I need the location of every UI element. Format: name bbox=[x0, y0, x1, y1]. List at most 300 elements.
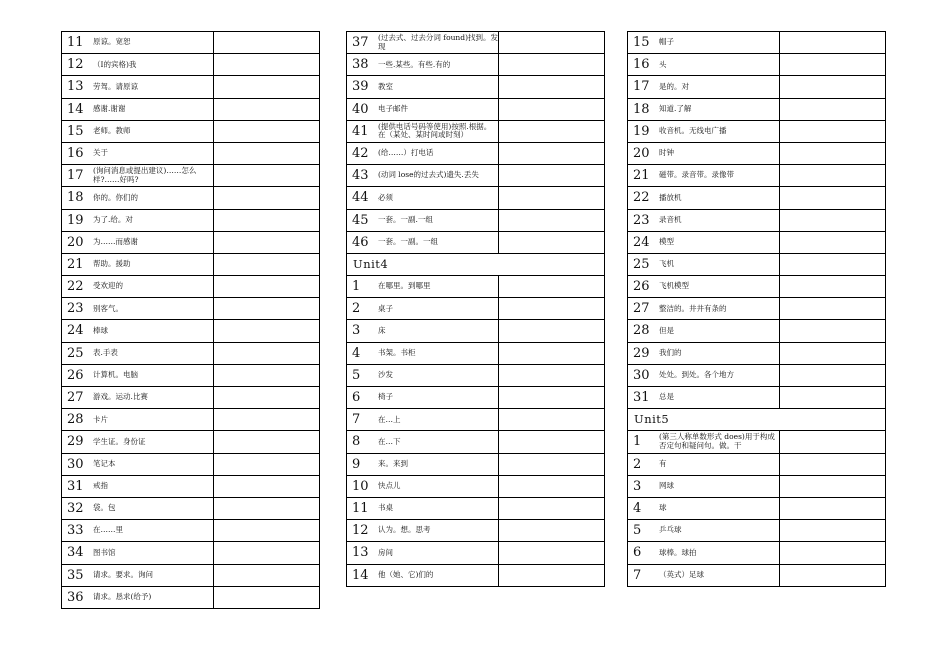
vocab-row bbox=[347, 520, 604, 542]
vocab-row bbox=[347, 343, 604, 365]
vocab-row bbox=[347, 476, 604, 498]
vocab-row bbox=[628, 276, 885, 298]
vocab-row bbox=[347, 187, 604, 209]
item-number: 28 bbox=[633, 323, 650, 339]
vocab-row bbox=[347, 32, 604, 54]
chinese-meaning: 你的。你们的 bbox=[93, 192, 138, 202]
vocab-row bbox=[347, 298, 604, 320]
item-number: 33 bbox=[67, 523, 84, 539]
answer-blank[interactable] bbox=[498, 498, 604, 519]
item-number: 3 bbox=[352, 323, 361, 339]
chinese-meaning: 飞机 bbox=[659, 259, 674, 269]
item-number: 5 bbox=[352, 367, 361, 383]
vocab-row bbox=[347, 409, 604, 431]
item-number: 7 bbox=[352, 412, 361, 428]
chinese-meaning: 表.手表 bbox=[93, 347, 118, 357]
answer-blank[interactable] bbox=[213, 121, 319, 142]
answer-blank[interactable] bbox=[779, 99, 885, 120]
vocab-row bbox=[347, 542, 604, 564]
vocab-row bbox=[628, 365, 885, 387]
item-number: 14 bbox=[352, 567, 369, 583]
chinese-meaning: (第三人称单数形式 does)用于构成否定句和疑问句。做。干 bbox=[659, 432, 775, 450]
vocab-row bbox=[347, 210, 604, 232]
vocab-row bbox=[347, 565, 604, 587]
chinese-meaning: 必须 bbox=[378, 192, 393, 202]
answer-blank[interactable] bbox=[498, 232, 604, 253]
vocab-row bbox=[62, 454, 319, 476]
item-number: 19 bbox=[633, 123, 650, 139]
answer-blank[interactable] bbox=[779, 143, 885, 164]
chinese-meaning: 请求。要求。询问 bbox=[93, 569, 153, 579]
vocab-row bbox=[347, 387, 604, 409]
vocab-table-left bbox=[61, 31, 320, 609]
answer-blank[interactable] bbox=[779, 210, 885, 231]
chinese-meaning: (提供电话号码等使用)按照.根据。在（某处、某时间或时刻） bbox=[378, 121, 492, 140]
item-number: 18 bbox=[633, 101, 650, 117]
chinese-meaning: 头 bbox=[659, 59, 667, 69]
chinese-meaning: 帽子 bbox=[659, 37, 674, 47]
answer-blank[interactable] bbox=[779, 365, 885, 386]
answer-blank[interactable] bbox=[779, 387, 885, 408]
vocab-row bbox=[628, 498, 885, 520]
chinese-meaning: 球棒。球拍 bbox=[659, 547, 697, 557]
answer-blank[interactable] bbox=[213, 454, 319, 475]
item-number: 37 bbox=[352, 35, 369, 50]
vocab-row bbox=[347, 431, 604, 453]
item-number: 16 bbox=[67, 145, 84, 161]
answer-blank[interactable] bbox=[213, 565, 319, 586]
chinese-meaning: 劳驾。请原谅 bbox=[93, 81, 138, 91]
answer-blank[interactable] bbox=[779, 431, 885, 452]
chinese-meaning: 来。来到 bbox=[378, 458, 408, 468]
item-number: 38 bbox=[352, 57, 369, 73]
item-number: 25 bbox=[633, 256, 650, 272]
answer-blank[interactable] bbox=[779, 232, 885, 253]
vocab-row bbox=[347, 454, 604, 476]
vocab-row bbox=[628, 565, 885, 587]
answer-blank[interactable] bbox=[213, 587, 319, 608]
unit-heading-row bbox=[628, 409, 885, 431]
answer-blank[interactable] bbox=[779, 276, 885, 297]
chinese-meaning: 在…下 bbox=[378, 436, 401, 446]
answer-blank[interactable] bbox=[213, 298, 319, 319]
vocab-row bbox=[628, 187, 885, 209]
chinese-meaning: 床 bbox=[378, 325, 386, 335]
chinese-meaning: 计算机。电脑 bbox=[93, 370, 138, 380]
vocab-row bbox=[62, 520, 319, 542]
item-number: 1 bbox=[633, 434, 642, 450]
vocab-row bbox=[347, 232, 604, 254]
vocab-row bbox=[62, 76, 319, 98]
chinese-meaning: (过去式、过去分词 found)找到。发现 bbox=[378, 33, 498, 51]
answer-blank[interactable] bbox=[213, 99, 319, 120]
answer-blank[interactable] bbox=[213, 54, 319, 75]
item-number: 18 bbox=[67, 190, 84, 206]
answer-blank[interactable] bbox=[498, 431, 604, 452]
item-number: 17 bbox=[633, 79, 650, 95]
answer-blank[interactable] bbox=[213, 387, 319, 408]
chinese-meaning: (询问消息或提出建议)……怎么样?……好吗? bbox=[93, 166, 197, 184]
item-number: 4 bbox=[352, 345, 361, 361]
vocab-row bbox=[628, 298, 885, 320]
vocab-row bbox=[347, 54, 604, 76]
vocab-row bbox=[62, 165, 319, 187]
answer-blank[interactable] bbox=[498, 387, 604, 408]
chinese-meaning: 电子邮件 bbox=[378, 103, 408, 113]
answer-blank[interactable] bbox=[498, 365, 604, 386]
item-number: 29 bbox=[633, 345, 650, 361]
chinese-meaning: （英式）足球 bbox=[659, 569, 704, 579]
item-number: 12 bbox=[67, 57, 84, 73]
answer-blank[interactable] bbox=[779, 498, 885, 519]
item-number: 29 bbox=[67, 434, 84, 450]
item-number: 30 bbox=[633, 367, 650, 383]
item-number: 13 bbox=[352, 545, 369, 561]
answer-blank[interactable] bbox=[498, 343, 604, 364]
item-number: 12 bbox=[352, 523, 369, 539]
vocab-row bbox=[62, 587, 319, 609]
item-number: 9 bbox=[352, 456, 361, 472]
answer-blank[interactable] bbox=[498, 99, 604, 120]
vocab-row bbox=[628, 232, 885, 254]
chinese-meaning: 图书馆 bbox=[93, 547, 116, 557]
vocab-row bbox=[347, 99, 604, 121]
item-number: 30 bbox=[67, 456, 84, 472]
chinese-meaning: 棒球 bbox=[93, 325, 108, 335]
answer-blank[interactable] bbox=[779, 121, 885, 142]
item-number: 41 bbox=[352, 123, 369, 139]
answer-blank[interactable] bbox=[213, 343, 319, 364]
answer-blank[interactable] bbox=[779, 76, 885, 97]
answer-blank[interactable] bbox=[779, 343, 885, 364]
item-number: 23 bbox=[67, 301, 84, 317]
answer-blank[interactable] bbox=[498, 520, 604, 541]
answer-blank[interactable] bbox=[213, 542, 319, 563]
vocab-row bbox=[62, 365, 319, 387]
answer-blank[interactable] bbox=[213, 409, 319, 430]
chinese-meaning: 戒指 bbox=[93, 481, 108, 491]
vocab-row bbox=[62, 343, 319, 365]
chinese-meaning: 桌子 bbox=[378, 303, 393, 313]
chinese-meaning: 教室 bbox=[378, 81, 393, 91]
answer-blank[interactable] bbox=[779, 320, 885, 341]
vocab-row bbox=[62, 387, 319, 409]
chinese-meaning: 书架。书柜 bbox=[378, 347, 416, 357]
vocab-row bbox=[347, 320, 604, 342]
answer-blank[interactable] bbox=[779, 187, 885, 208]
chinese-meaning: 乒乓球 bbox=[659, 525, 682, 535]
answer-blank[interactable] bbox=[498, 409, 604, 430]
item-number: 45 bbox=[352, 212, 369, 228]
answer-blank[interactable] bbox=[779, 565, 885, 586]
chinese-meaning: 笔记本 bbox=[93, 458, 116, 468]
vocab-row bbox=[628, 320, 885, 342]
item-number: 44 bbox=[352, 190, 369, 206]
chinese-meaning: 学生证。身份证 bbox=[93, 436, 146, 446]
item-number: 25 bbox=[67, 345, 84, 361]
chinese-meaning: 模型 bbox=[659, 237, 674, 247]
chinese-meaning: 为了.给。对 bbox=[93, 214, 133, 224]
chinese-meaning: 卡片 bbox=[93, 414, 108, 424]
chinese-meaning: 在……里 bbox=[93, 525, 123, 535]
vocab-row bbox=[62, 99, 319, 121]
unit-heading-row bbox=[347, 254, 604, 276]
item-number: 4 bbox=[633, 500, 642, 516]
answer-blank[interactable] bbox=[779, 298, 885, 319]
chinese-meaning: 是的。对 bbox=[659, 81, 689, 91]
item-number: 24 bbox=[67, 323, 84, 339]
chinese-meaning: 认为。想。思考 bbox=[378, 525, 431, 535]
answer-blank[interactable] bbox=[498, 54, 604, 75]
answer-blank[interactable] bbox=[498, 165, 604, 186]
answer-blank[interactable] bbox=[213, 32, 319, 53]
item-number: 23 bbox=[633, 212, 650, 228]
unit-heading: Unit4 bbox=[353, 256, 389, 271]
vocab-row bbox=[347, 165, 604, 187]
vocab-row bbox=[347, 365, 604, 387]
chinese-meaning: 球 bbox=[659, 503, 667, 513]
chinese-meaning: 原谅。宽恕 bbox=[93, 37, 131, 47]
answer-blank[interactable] bbox=[498, 143, 604, 164]
unit-heading: Unit5 bbox=[634, 412, 670, 427]
answer-blank[interactable] bbox=[498, 32, 604, 53]
item-number: 40 bbox=[352, 101, 369, 117]
vocab-row bbox=[628, 476, 885, 498]
item-number: 39 bbox=[352, 79, 369, 95]
answer-blank[interactable] bbox=[498, 276, 604, 297]
answer-blank[interactable] bbox=[213, 76, 319, 97]
vocab-row bbox=[62, 320, 319, 342]
chinese-meaning: (动词 lose的过去式)遗失.丢失 bbox=[378, 170, 479, 180]
item-number: 5 bbox=[633, 523, 642, 539]
vocab-row bbox=[628, 32, 885, 54]
answer-blank[interactable] bbox=[213, 520, 319, 541]
chinese-meaning: 一套。一副。一组 bbox=[378, 237, 438, 247]
answer-blank[interactable] bbox=[213, 476, 319, 497]
item-number: 27 bbox=[67, 390, 84, 405]
answer-blank[interactable] bbox=[213, 431, 319, 452]
item-number: 26 bbox=[633, 279, 650, 295]
item-number: 27 bbox=[633, 301, 650, 317]
item-number: 15 bbox=[67, 123, 84, 139]
vocab-row bbox=[628, 454, 885, 476]
vocab-row bbox=[628, 54, 885, 76]
answer-blank[interactable] bbox=[779, 520, 885, 541]
item-number: 7 bbox=[633, 567, 642, 583]
answer-blank[interactable] bbox=[498, 454, 604, 475]
item-number: 31 bbox=[633, 390, 650, 405]
vocab-row bbox=[347, 498, 604, 520]
vocab-row bbox=[62, 476, 319, 498]
answer-blank[interactable] bbox=[213, 254, 319, 275]
vocab-row bbox=[628, 542, 885, 564]
vocab-row bbox=[62, 409, 319, 431]
item-number: 20 bbox=[67, 234, 84, 250]
item-number: 1 bbox=[352, 279, 361, 295]
answer-blank[interactable] bbox=[498, 542, 604, 563]
answer-blank[interactable] bbox=[498, 121, 604, 142]
chinese-meaning: 网球 bbox=[659, 481, 674, 491]
item-number: 6 bbox=[352, 390, 361, 405]
item-number: 26 bbox=[67, 367, 84, 383]
vocab-row bbox=[62, 276, 319, 298]
item-number: 10 bbox=[352, 478, 369, 494]
vocab-row bbox=[62, 121, 319, 143]
answer-blank[interactable] bbox=[498, 76, 604, 97]
item-number: 43 bbox=[352, 168, 369, 184]
vocab-row bbox=[62, 143, 319, 165]
item-number: 22 bbox=[67, 279, 84, 295]
chinese-meaning: 书桌 bbox=[378, 503, 393, 513]
item-number: 32 bbox=[67, 500, 84, 516]
item-number: 14 bbox=[67, 101, 84, 117]
chinese-meaning: 播放机 bbox=[659, 192, 682, 202]
vocab-row bbox=[628, 143, 885, 165]
answer-blank[interactable] bbox=[498, 298, 604, 319]
answer-blank[interactable] bbox=[779, 454, 885, 475]
answer-blank[interactable] bbox=[213, 365, 319, 386]
chinese-meaning: 房间 bbox=[378, 547, 393, 557]
chinese-meaning: 我们的 bbox=[659, 347, 682, 357]
vocab-row bbox=[62, 298, 319, 320]
vocab-row bbox=[62, 232, 319, 254]
chinese-meaning: （I的宾格)我 bbox=[93, 59, 137, 69]
item-number: 22 bbox=[633, 190, 650, 206]
chinese-meaning: 知道.了解 bbox=[659, 103, 692, 113]
chinese-meaning: (给……）打电话 bbox=[378, 148, 434, 158]
chinese-meaning: 游戏。运动.比赛 bbox=[93, 392, 148, 402]
answer-blank[interactable] bbox=[213, 320, 319, 341]
vocab-row bbox=[347, 276, 604, 298]
answer-blank[interactable] bbox=[498, 476, 604, 497]
item-number: 17 bbox=[67, 168, 84, 184]
answer-blank[interactable] bbox=[498, 187, 604, 208]
item-number: 28 bbox=[67, 412, 84, 428]
item-number: 15 bbox=[633, 35, 650, 50]
answer-blank[interactable] bbox=[498, 210, 604, 231]
item-number: 36 bbox=[67, 589, 84, 605]
vocab-row bbox=[628, 76, 885, 98]
item-number: 8 bbox=[352, 434, 361, 450]
answer-blank[interactable] bbox=[213, 143, 319, 164]
vocab-row bbox=[62, 210, 319, 232]
chinese-meaning: 别客气。 bbox=[93, 303, 123, 313]
chinese-meaning: 他（她、它)们的 bbox=[378, 569, 434, 579]
item-number: 42 bbox=[352, 145, 369, 161]
answer-blank[interactable] bbox=[498, 565, 604, 586]
chinese-meaning: 录音机 bbox=[659, 214, 682, 224]
item-number: 24 bbox=[633, 234, 650, 250]
answer-blank[interactable] bbox=[213, 232, 319, 253]
chinese-meaning: 有 bbox=[659, 458, 667, 468]
chinese-meaning: 但是 bbox=[659, 325, 674, 335]
chinese-meaning: 在…上 bbox=[378, 414, 401, 424]
answer-blank[interactable] bbox=[213, 498, 319, 519]
vocab-row bbox=[62, 565, 319, 587]
chinese-meaning: 磁带。录音带。录像带 bbox=[659, 170, 734, 180]
chinese-meaning: 总是 bbox=[659, 392, 674, 402]
item-number: 6 bbox=[633, 545, 642, 561]
answer-blank[interactable] bbox=[213, 187, 319, 208]
item-number: 46 bbox=[352, 234, 369, 250]
vocab-row bbox=[62, 542, 319, 564]
vocab-row bbox=[628, 210, 885, 232]
answer-blank[interactable] bbox=[779, 254, 885, 275]
vocab-row bbox=[628, 99, 885, 121]
vocab-table-middle bbox=[346, 31, 605, 587]
chinese-meaning: 关于 bbox=[93, 148, 108, 158]
answer-blank[interactable] bbox=[779, 165, 885, 186]
answer-blank[interactable] bbox=[213, 276, 319, 297]
item-number: 19 bbox=[67, 212, 84, 228]
chinese-meaning: 椅子 bbox=[378, 392, 393, 402]
chinese-meaning: 袋。包 bbox=[93, 503, 116, 513]
chinese-meaning: 在哪里。到哪里 bbox=[378, 281, 431, 291]
answer-blank[interactable] bbox=[779, 32, 885, 53]
item-number: 11 bbox=[352, 500, 369, 516]
chinese-meaning: 一套。一副.一组 bbox=[378, 214, 433, 224]
vocab-row bbox=[62, 431, 319, 453]
chinese-meaning: 快点儿 bbox=[378, 481, 401, 491]
answer-blank[interactable] bbox=[213, 165, 319, 186]
chinese-meaning: 帮助。援助 bbox=[93, 259, 131, 269]
chinese-meaning: 飞机模型 bbox=[659, 281, 689, 291]
vocab-row bbox=[347, 76, 604, 98]
chinese-meaning: 请求。恳求(给予) bbox=[93, 592, 152, 602]
answer-blank[interactable] bbox=[498, 320, 604, 341]
item-number: 21 bbox=[633, 168, 650, 184]
vocab-row bbox=[347, 143, 604, 165]
item-number: 11 bbox=[67, 35, 84, 50]
vocab-row bbox=[62, 254, 319, 276]
vocab-row bbox=[628, 121, 885, 143]
item-number: 2 bbox=[633, 456, 642, 472]
item-number: 3 bbox=[633, 478, 642, 494]
vocab-row bbox=[628, 387, 885, 409]
vocab-row bbox=[62, 54, 319, 76]
vocab-row bbox=[62, 187, 319, 209]
chinese-meaning: 老师。教师 bbox=[93, 126, 131, 136]
answer-blank[interactable] bbox=[779, 542, 885, 563]
vocab-row bbox=[628, 165, 885, 187]
chinese-meaning: 处处。到处。各个地方 bbox=[659, 370, 734, 380]
chinese-meaning: 时钟 bbox=[659, 148, 674, 158]
chinese-meaning: 一些.某些。有些.有的 bbox=[378, 59, 451, 69]
item-number: 35 bbox=[67, 567, 84, 583]
vocab-row bbox=[62, 498, 319, 520]
chinese-meaning: 感谢.谢谢 bbox=[93, 103, 126, 113]
chinese-meaning: 受欢迎的 bbox=[93, 281, 123, 291]
item-number: 2 bbox=[352, 301, 361, 317]
item-number: 20 bbox=[633, 145, 650, 161]
answer-blank[interactable] bbox=[779, 476, 885, 497]
answer-blank[interactable] bbox=[779, 54, 885, 75]
chinese-meaning: 为……而感谢 bbox=[93, 237, 138, 247]
item-number: 21 bbox=[67, 256, 84, 272]
item-number: 13 bbox=[67, 79, 84, 95]
vocab-row bbox=[628, 343, 885, 365]
chinese-meaning: 沙发 bbox=[378, 370, 393, 380]
answer-blank[interactable] bbox=[213, 210, 319, 231]
vocab-row bbox=[628, 431, 885, 453]
vocab-row bbox=[628, 520, 885, 542]
chinese-meaning: 整洁的。井井有条的 bbox=[659, 303, 727, 313]
vocab-row bbox=[628, 254, 885, 276]
vocab-row bbox=[347, 121, 604, 143]
item-number: 16 bbox=[633, 57, 650, 73]
vocab-row bbox=[62, 32, 319, 54]
item-number: 34 bbox=[67, 545, 84, 561]
